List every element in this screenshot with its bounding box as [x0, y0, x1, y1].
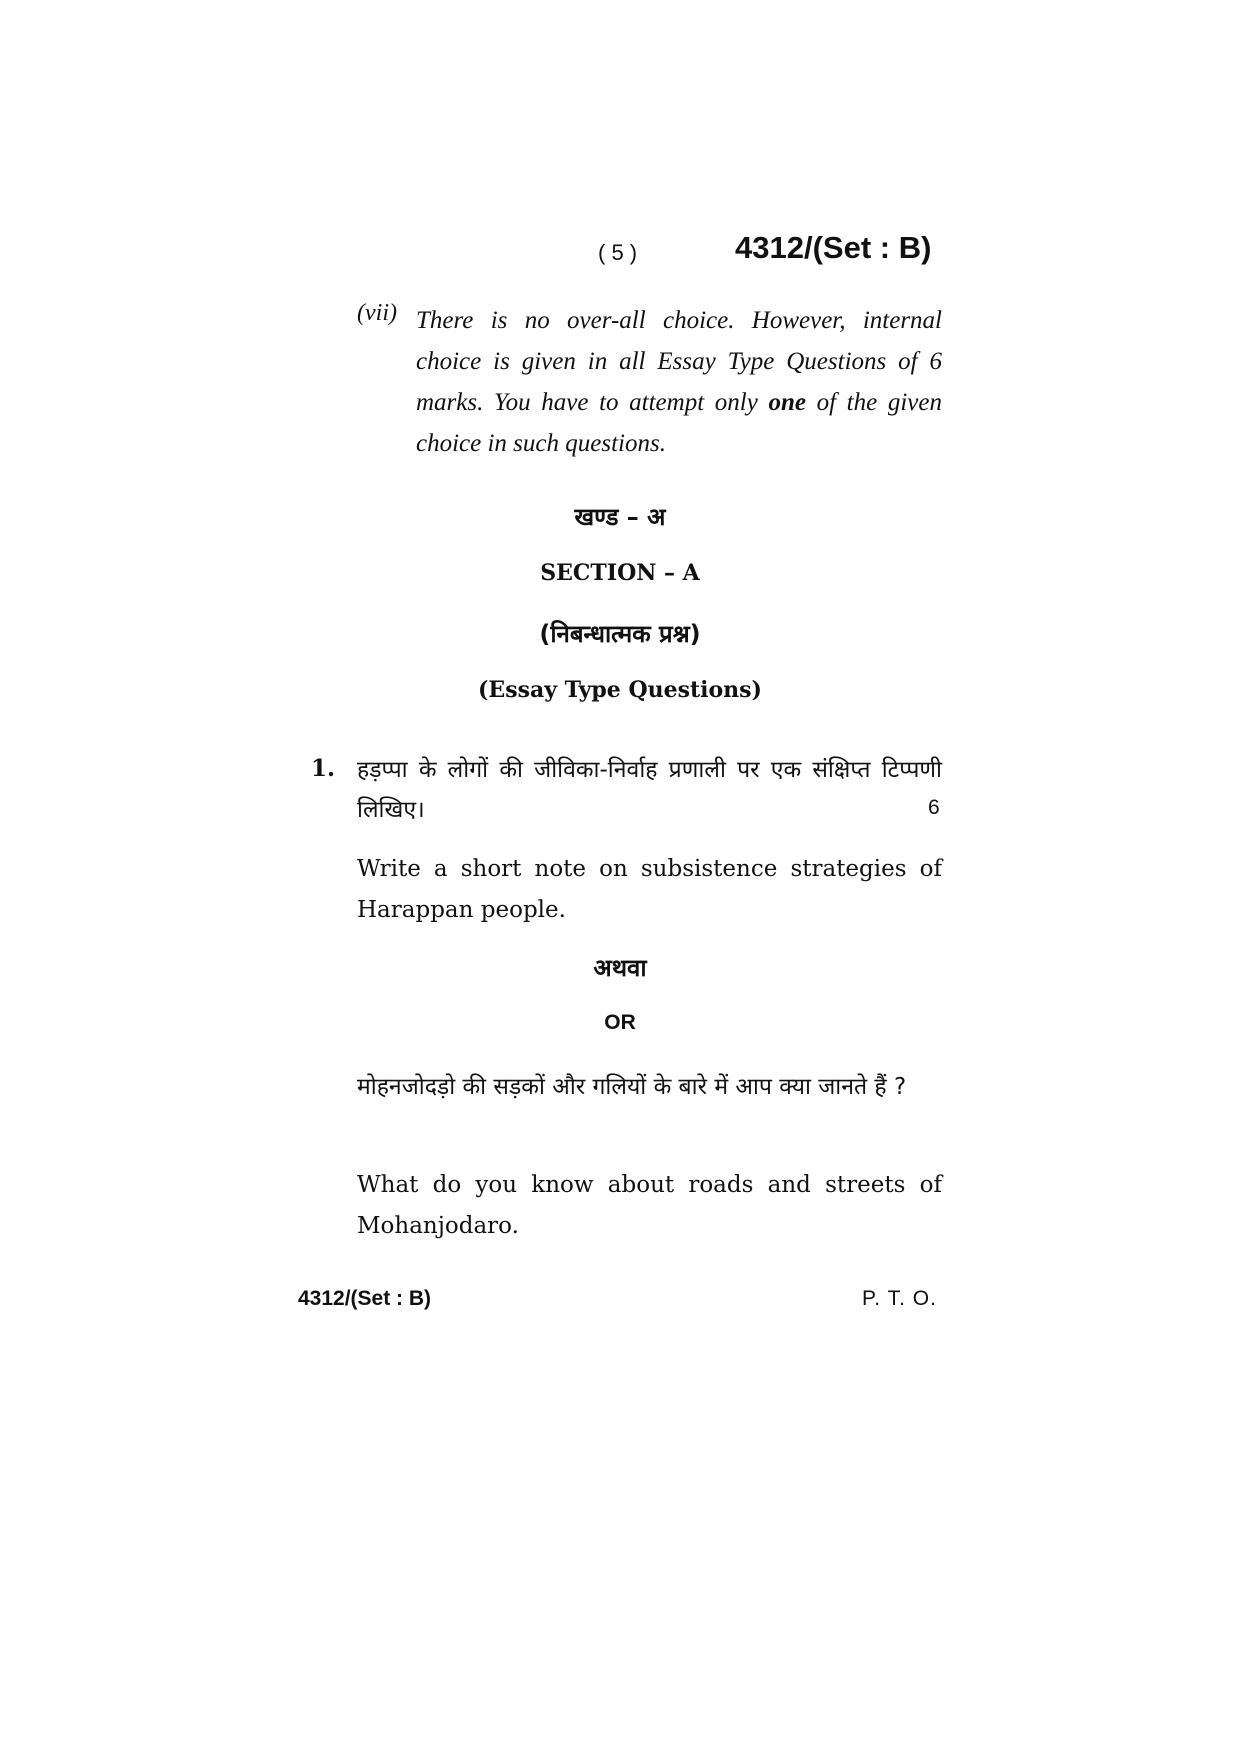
instruction-bold-word: one	[768, 389, 806, 416]
please-turn-over: P. T. O.	[862, 1287, 937, 1310]
paper-code-footer: 4312/(Set : B)	[298, 1287, 432, 1310]
or-label-hindi: अथवा	[593, 954, 647, 982]
or-label-english: OR	[604, 1011, 636, 1034]
instruction-text	[416, 300, 942, 464]
section-title-hindi: खण्ड – अ	[574, 503, 666, 531]
question-1-marks: 6	[928, 796, 940, 819]
question-1-english: Write a short note on subsistence strategies of Harappan people.	[357, 856, 942, 923]
section-title-english: SECTION – A	[540, 560, 700, 586]
question-1-hindi: हड़प्पा के लोगों की जीविका-निर्वाह प्रणाली पर एक संक्षिप्त टिप्पणी लिखिए।	[357, 757, 942, 823]
paper-code-header: 4312/(Set : B)	[735, 230, 932, 265]
instruction-text-start: There is no over-all choice. However, internal choice is given in all Essay Type Questions of 6 marks. You have to attempt only	[416, 307, 942, 416]
section-type-hindi: (निबन्धात्मक प्रश्न)	[539, 620, 701, 648]
question-1-alternative-english: What do you know about roads and streets of Mohanjodaro.	[357, 1172, 942, 1239]
question-number: 1.	[311, 755, 336, 782]
question-1-alternative-hindi: मोहनजोदड़ो की सड़कों और गलियों के बारे में आप क्या जानते हैं ?	[357, 1074, 907, 1100]
page-number: ( 5 )	[598, 240, 638, 265]
instruction-text-end: of the given choice in such questions.	[416, 389, 942, 457]
section-type-english: (Essay Type Questions)	[478, 677, 762, 703]
instruction-number: (vii)	[357, 300, 397, 326]
